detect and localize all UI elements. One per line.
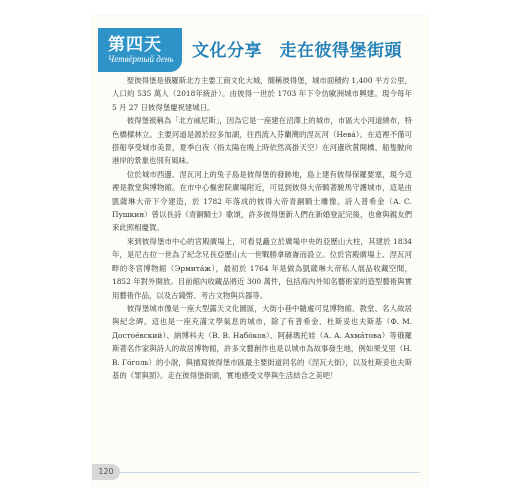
page-number: 120 [92,464,120,480]
day-label: 第四天 [108,35,162,55]
paragraph: 彼得堡城市像是一座大型露天文化園區，大街小巷中隨處可見博物館、教堂、名人故居與紀念碑。這也是一座充滿文學氣息的城市，除了有普希金、杜斯妥也夫斯基（Ф. М. Достоéвский）、納博科夫（В. В. Набóков）、阿赫瑪托娃（А. А. Ахмáтова）等俄羅斯著名作家與詩人的故居博物館，許多文藝創作也是以城市為故事發生地，例如果戈里（Н. В. Гóголь）的小說，與描寫彼得堡市區最主要街道同名的《涅瓦大街》，以及杜斯妥也夫斯基的《罪與罰》。走在彼得堡街頭，實地感受文學與生活結合之美吧！ [112,303,412,380]
footer-rule [120,472,420,473]
paragraph: 聖彼得堡是俄羅斯北方主要工商文化大城，簡稱彼得堡，城市面積約 1,400 平方公里，人口約 535 萬人（2018年統計）。由彼得一世於 1703 年下令仿歐洲城市興建。現今每年 5 月 27 日彼得堡慶祝建城日。 [112,76,412,112]
page-title: 文化分享 走在彼得堡街頭 [192,41,402,61]
day-sublabel: Четвёртый день [108,54,174,64]
paragraph: 位於城市西邊、涅瓦河上的兔子島是彼得堡的發跡地，島上建有彼得保羅要塞，現今這裡是教堂與博物館。在市中心樞密院廣場附近，可見到彼得大帝騎著駿馬守護城市，這是由凱薩琳大帝下令建造，於 1782 年落成的彼得大帝青銅騎士雕像。詩人普希金（А. С. Пушкин）曾以長詩《青銅騎士》歌頌，許多彼得堡新人們在新婚登記完後，也會與親友們來此照相慶賀。 [112,169,412,233]
article-body [112,74,412,382]
day-badge [98,28,182,72]
document-page [92,16,428,486]
paragraph: 來到彼得堡市中心的宮殿廣場上，可看見矗立於廣場中央的亞歷山大柱，其建於 1834 年，是尼古拉一世為了紀念兄長亞歷山大一世戰勝拿破崙而設立。位於宮殿廣場上、涅瓦河畔的冬宮博物館（Эрмитáж），最初於 1764 年是做為凱薩琳大帝私人展品收藏空間，1852 年對外開放。目前館內收藏品將近 300 萬件，包括海內外知名藝術家的造型藝術與實用藝術作品，以及古錢幣、考古文物與兵器等。 [112,236,412,300]
paragraph: 彼得堡被稱為「北方威尼斯」，因為它是一座建在沼澤上的城市，市區大小河道繞布，特色橋樑林立。主要河道是源於拉多加湖，往西流入芬蘭灣的涅瓦河（Heвá）。在這裡不僅可搭船享受城市美景，夏季白夜（指太陽在晚上時依然高掛天空）在河邊欣賞開橋、船隻駛向港岸的景象也別有風味。 [112,116,412,166]
